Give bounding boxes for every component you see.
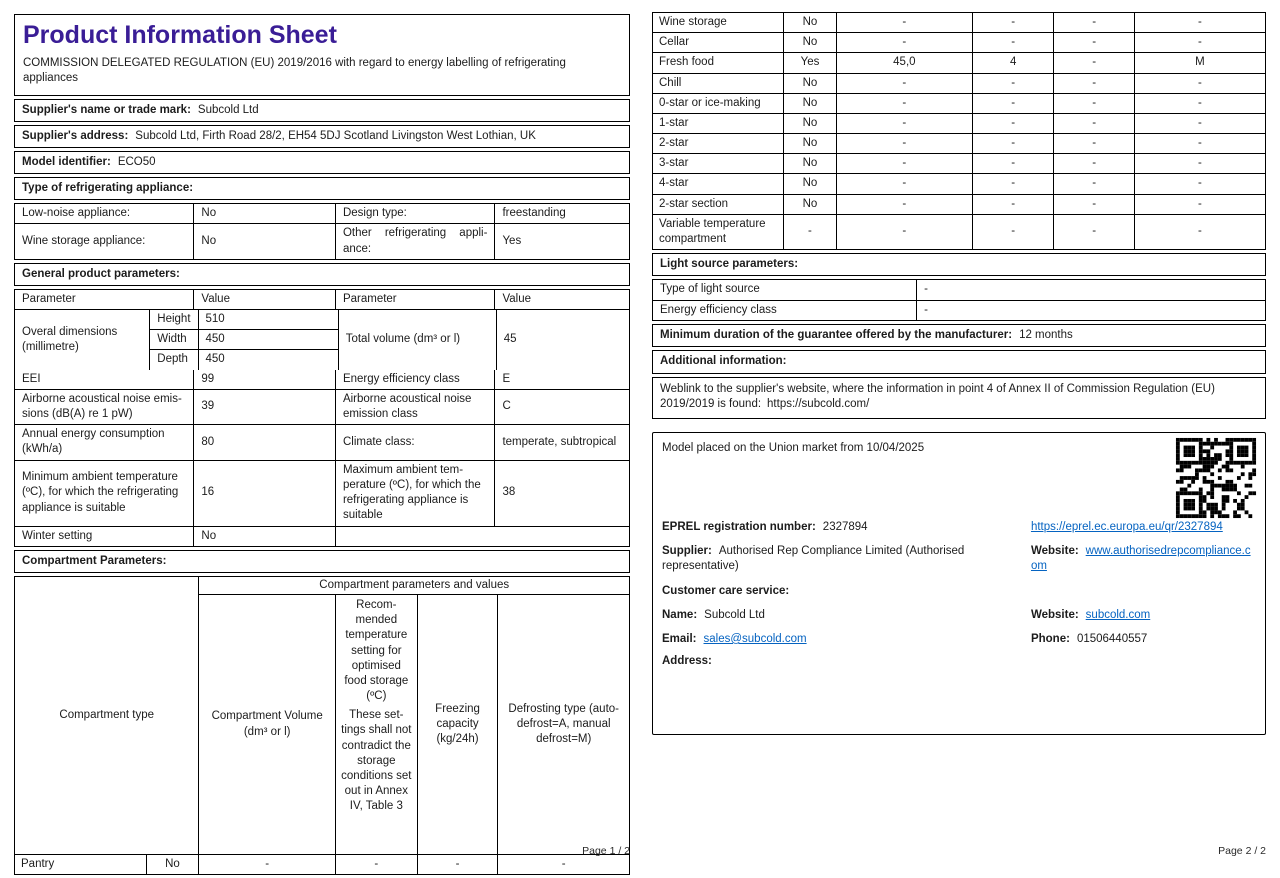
- dimension-value: 450: [198, 349, 338, 369]
- email-link[interactable]: sales@subcold.com: [703, 632, 807, 645]
- type-heading-row: [14, 177, 630, 200]
- compartment-temp: -: [972, 94, 1053, 113]
- compartment-present: -: [783, 215, 836, 249]
- table-row: [653, 93, 1265, 113]
- supplier-website-link[interactable]: www.authorisedrepcompliance.com: [1030, 545, 1251, 573]
- light-rows: [653, 280, 1265, 320]
- phone-value: 01506440557: [1076, 632, 1148, 645]
- param-value: Yes: [494, 224, 629, 258]
- compartment-defrost: -: [497, 855, 629, 874]
- supplier-info: [662, 544, 1019, 574]
- compartment-temp: -: [972, 174, 1053, 193]
- param-label: Low-noise appliance:: [22, 207, 131, 220]
- page-title: Product Information Sheet: [23, 21, 337, 49]
- compartment-volume: -: [836, 174, 972, 193]
- email-label: Email:: [662, 632, 697, 645]
- supplier-label: Supplier:: [662, 545, 712, 558]
- compartment-name: 1-star: [659, 116, 689, 129]
- column-header: Parameter: [22, 292, 76, 305]
- compartment-freezing: -: [1053, 13, 1133, 32]
- care-name: [662, 608, 1019, 623]
- table-row: [653, 113, 1265, 133]
- param-label: Annual energy consumption (kWh/a): [22, 428, 165, 456]
- model-identifier-value: ECO50: [117, 155, 156, 168]
- compartment-defrost: -: [1134, 195, 1265, 214]
- table-row: [653, 73, 1265, 93]
- compartment-volume: -: [836, 114, 972, 133]
- compartment-present: No: [783, 94, 836, 113]
- care-website: [1031, 608, 1256, 623]
- compartment-temp: -: [972, 195, 1053, 214]
- compartment-temp: -: [972, 74, 1053, 93]
- table-header-row: [15, 290, 629, 309]
- appliance-type-table: [14, 203, 630, 260]
- care-email-row: [662, 632, 1256, 647]
- compartment-name: Fresh food: [659, 56, 714, 69]
- compartment-defrost: -: [1134, 174, 1265, 193]
- compartment-freezing: -: [1053, 74, 1133, 93]
- param-value: No: [193, 224, 335, 258]
- compartment-name: 4-star: [659, 177, 689, 190]
- general-parameters-table: [14, 289, 630, 547]
- table-row: [15, 370, 629, 389]
- param-label: EEI: [22, 372, 41, 385]
- care-name-row: [662, 608, 1256, 623]
- guarantee-label: Minimum duration of the guarantee offered by the manufacturer:: [660, 329, 1013, 342]
- compartment-present: No: [783, 195, 836, 214]
- compartment-temp: -: [972, 154, 1053, 173]
- compartment-volume: -: [836, 134, 972, 153]
- compartment-present: No: [783, 33, 836, 52]
- compartment-defrost: -: [1134, 215, 1265, 249]
- phone-label: Phone:: [1030, 632, 1070, 645]
- table-row: [653, 300, 1265, 321]
- param-value: No: [193, 204, 335, 223]
- compartment-volume: -: [836, 33, 972, 52]
- table-row: [653, 173, 1265, 193]
- param-value: C: [494, 390, 629, 424]
- param-label: Airborne acoustical noise emissions (dB(A) re 1 pW): [22, 392, 182, 420]
- compartment-temp: -: [972, 134, 1053, 153]
- table-row: [15, 389, 629, 424]
- table-row: [653, 280, 1265, 300]
- compartment-rows: [15, 854, 629, 874]
- compartment-freezing: -: [1053, 174, 1133, 193]
- supplier-name-row: [14, 99, 630, 122]
- compartment-defrost: -: [1134, 154, 1265, 173]
- compartment-freezing: -: [1053, 134, 1133, 153]
- compartment-name: Pantry: [21, 858, 55, 871]
- care-heading-row: [662, 584, 1256, 599]
- compartment-heading-row: [14, 550, 630, 573]
- general-heading: General product parameters:: [22, 267, 180, 280]
- qr-code: [1175, 437, 1257, 519]
- table-row: [15, 526, 629, 546]
- param-label: Other refrigerating appliance:: [335, 224, 494, 258]
- compartment-defrost: -: [1134, 114, 1265, 133]
- param-label: Energy efficiency class: [660, 303, 777, 316]
- param-label: Airborne acoustical noise emission class: [335, 390, 494, 424]
- param-value: freestanding: [494, 204, 629, 223]
- care-email: [662, 632, 1019, 647]
- param-value: 16: [193, 461, 335, 526]
- compartment-defrost: -: [1134, 134, 1265, 153]
- param-value: No: [193, 527, 335, 546]
- model-identifier-row: [14, 151, 630, 174]
- table-row: [15, 460, 629, 526]
- compartment-present: No: [783, 74, 836, 93]
- address-block: [662, 654, 1256, 669]
- eprel-link[interactable]: https://eprel.ec.europa.eu/qr/2327894: [1030, 521, 1223, 534]
- regulation-subtitle: COMMISSION DELEGATED REGULATION (EU) 2019/2016 with regard to energy labelling of refrigerating appliances: [23, 57, 566, 85]
- compartment-present: No: [783, 174, 836, 193]
- guarantee-value: 12 months: [1019, 329, 1073, 342]
- compartment-name: 3-star: [659, 157, 689, 170]
- care-phone: [1031, 632, 1256, 647]
- column-header-part: Recommended temperature setting for optimised food storage (ºC): [344, 599, 409, 703]
- param-value: 38: [494, 461, 629, 526]
- compartment-volume: -: [836, 195, 972, 214]
- compartment-volume: -: [836, 74, 972, 93]
- compartment-temp: -: [972, 13, 1053, 32]
- column-header: Value: [193, 290, 335, 309]
- column-header: [335, 594, 417, 854]
- compartment-volume: -: [198, 855, 335, 874]
- compartment-name: Cellar: [659, 36, 690, 49]
- table-row: [653, 133, 1265, 153]
- weblink-url: https://subcold.com/: [767, 397, 870, 410]
- param-label: Type of light source: [660, 283, 760, 296]
- supplier-website: [1031, 544, 1256, 574]
- param-label: Maximum ambient temperature (ºC), for which the refrigerating appliance is suitable: [335, 461, 494, 526]
- empty-cell: [494, 527, 629, 546]
- param-value: -: [916, 301, 1265, 321]
- param-label: Overal dimensions (millimetre): [22, 325, 118, 353]
- name-label: Name:: [662, 608, 698, 621]
- compartment-temp: -: [335, 855, 417, 874]
- compartment-volume: -: [836, 154, 972, 173]
- compartment-name: Chill: [659, 76, 682, 89]
- param-label: Winter setting: [22, 529, 93, 542]
- compartment-volume: 45,0: [836, 53, 972, 72]
- compartment-present: No: [783, 154, 836, 173]
- param-value: 99: [193, 370, 335, 389]
- compartment-defrost: -: [1134, 74, 1265, 93]
- param-value: 45: [496, 310, 629, 370]
- compartment-volume: -: [836, 13, 972, 32]
- weblink-text: Weblink to the supplier's website, where the information in point 4 of Annex II of Commission Regulation (EU) 2019/2019 is found:: [660, 382, 1215, 410]
- param-label: Total volume (dm³ or l): [338, 310, 496, 370]
- param-value: E: [494, 370, 629, 389]
- dimensions-row: [15, 309, 629, 370]
- eprel-label: EPREL registration number:: [662, 521, 816, 534]
- light-source-table: [652, 279, 1266, 321]
- column-header: Freezing capacity (kg/24h): [417, 594, 498, 854]
- compartment-temp: -: [972, 215, 1053, 249]
- compartment-freezing: -: [417, 855, 498, 874]
- table-row: [653, 32, 1265, 52]
- dimension-value: 510: [198, 310, 338, 329]
- website-label: Website:: [1030, 545, 1079, 558]
- param-value: 39: [193, 390, 335, 424]
- column-header: Value: [494, 290, 629, 309]
- compartment-defrost: -: [1134, 13, 1265, 32]
- additional-heading: Additional information:: [660, 355, 787, 368]
- table-row: [653, 13, 1265, 32]
- compartment-name: Wine storage: [659, 16, 727, 28]
- title-block: [14, 14, 630, 96]
- compartment-defrost: -: [1134, 94, 1265, 113]
- table-row: [15, 204, 629, 223]
- table-row: [15, 223, 629, 258]
- table-row: [653, 214, 1265, 249]
- address-label: Address:: [662, 655, 712, 668]
- care-website-link[interactable]: subcold.com: [1085, 608, 1151, 621]
- table-row: [653, 52, 1265, 72]
- model-identifier-label: Model identifier:: [22, 155, 111, 168]
- supplier-address-value: Subcold Ltd, Firth Road 28/2, EH54 5DJ Scotland Livingston West Lothian, UK: [135, 129, 536, 142]
- weblink-row: [652, 377, 1266, 419]
- market-text: Model placed on the Union market from 10/04/2025: [662, 441, 925, 454]
- param-label: Energy efficiency class: [335, 370, 494, 389]
- compartment-present: No: [783, 134, 836, 153]
- table-row: [653, 194, 1265, 214]
- compartment-volume: -: [836, 215, 972, 249]
- compartment-table-continued: [652, 12, 1266, 250]
- care-heading: Customer care service:: [662, 584, 790, 597]
- param-value: 80: [193, 425, 335, 459]
- compartment-freezing: -: [1053, 215, 1133, 249]
- param-label: Climate class:: [335, 425, 494, 459]
- compartment-present: Yes: [783, 53, 836, 72]
- general-heading-row: [14, 263, 630, 286]
- compartment-table-header: [15, 577, 629, 854]
- column-header: Compartment type: [59, 708, 154, 721]
- column-span-header: Compartment parameters and values: [198, 577, 629, 594]
- page-1: [14, 14, 630, 878]
- compartment-name: 2-star: [659, 137, 689, 150]
- compartment-rows: [653, 13, 1265, 249]
- param-label: Wine storage appliance:: [22, 235, 146, 248]
- column-header: Compartment Volume (dm³ or l): [198, 594, 335, 854]
- additional-heading-row: [652, 350, 1266, 373]
- column-header-part: These settings shall not contradict the storage conditions set out in Annex IV, Table 3: [341, 709, 412, 813]
- compartment-temp: 4: [972, 53, 1053, 72]
- page-number-2: Page 2 / 2: [1218, 845, 1266, 857]
- compartment-freezing: -: [1053, 53, 1133, 72]
- compartment-name: 0-star or ice-making: [659, 96, 761, 109]
- name-value: Subcold Ltd: [704, 608, 765, 621]
- eprel-link-wrap: [1031, 520, 1256, 535]
- param-label: Design type:: [335, 204, 494, 223]
- column-header: Defrosting type (auto-defrost=A, manual defrost=M): [497, 594, 629, 854]
- param-label: Minimum ambient temperature (ºC), for which the refrigerating appliance is suitable: [22, 471, 179, 514]
- supplier-address-label: Supplier's address:: [22, 129, 129, 142]
- dimension-key: Height: [149, 310, 197, 329]
- page-number-1: Page 1 / 2: [582, 845, 630, 857]
- table-row: [15, 424, 629, 459]
- guarantee-row: [652, 324, 1266, 347]
- type-heading: Type of refrigerating appliance:: [22, 182, 194, 195]
- compartment-temp: -: [972, 33, 1053, 52]
- compartment-present: No: [146, 855, 199, 874]
- light-heading: Light source parameters:: [660, 258, 799, 271]
- compartment-freezing: -: [1053, 114, 1133, 133]
- care-website-label: Website:: [1030, 608, 1079, 621]
- compartment-volume: -: [836, 94, 972, 113]
- dimension-key: Width: [149, 329, 197, 349]
- column-header: Parameter: [335, 290, 494, 309]
- compartment-present: No: [783, 13, 836, 32]
- compartment-name: Variable temperature compartment: [659, 217, 766, 245]
- param-value: temperate, subtropical: [494, 425, 629, 459]
- compartment-freezing: -: [1053, 94, 1133, 113]
- compartment-name: 2-star section: [659, 197, 729, 210]
- eprel-row: [662, 520, 1256, 535]
- supplier-value: Authorised Rep Compliance Limited (Authorised representative): [662, 545, 965, 573]
- compartment-heading: Compartment Parameters:: [22, 554, 167, 567]
- supplier-row: [662, 544, 1256, 574]
- eprel-registration: [662, 520, 1019, 535]
- compartment-table: [14, 576, 630, 875]
- table-row: [15, 854, 629, 874]
- param-value: -: [916, 280, 1265, 300]
- table-row: [653, 153, 1265, 173]
- compartment-freezing: -: [1053, 195, 1133, 214]
- empty-cell: [335, 527, 494, 546]
- compartment-present: No: [783, 114, 836, 133]
- supplier-name-value: Subcold Ltd: [197, 103, 259, 116]
- market-info-box: [652, 432, 1266, 735]
- compartment-freezing: -: [1053, 33, 1133, 52]
- compartment-freezing: -: [1053, 154, 1133, 173]
- supplier-name-label: Supplier's name or trade mark:: [22, 103, 191, 116]
- page-2: [652, 12, 1266, 738]
- compartment-temp: -: [972, 114, 1053, 133]
- compartment-defrost: M: [1134, 53, 1265, 72]
- light-heading-row: [652, 253, 1266, 276]
- supplier-address-row: [14, 125, 630, 148]
- dimension-key: Depth: [149, 349, 197, 369]
- compartment-defrost: -: [1134, 33, 1265, 52]
- dimension-value: 450: [198, 329, 338, 349]
- eprel-value: 2327894: [822, 521, 868, 534]
